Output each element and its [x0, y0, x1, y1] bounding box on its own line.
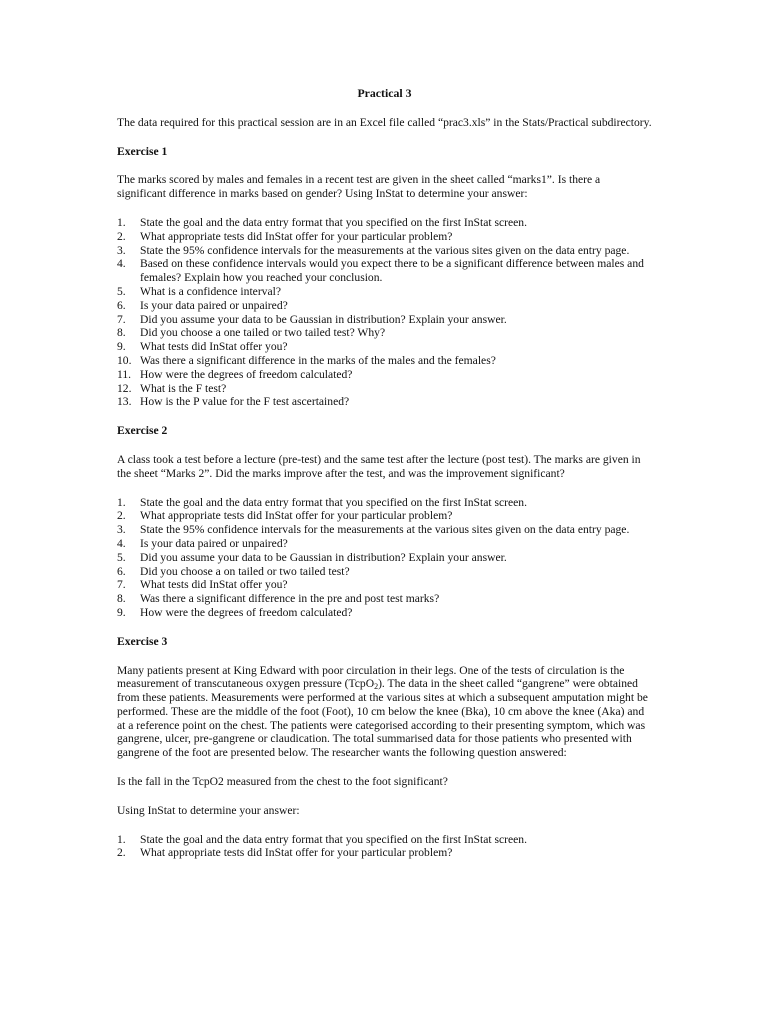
- exercise-2-text: A class took a test before a lecture (pre-test) and the same test after the lecture (post test). The marks are given in the sheet “Marks 2”. Did the marks improve after the test, and was the improvement significant?: [117, 452, 641, 480]
- exercise-2-questions: [117, 496, 652, 620]
- list-item: 10. Was there a significant difference in the marks of the males and the females?: [117, 353, 496, 367]
- list-item: 1. State the goal and the data entry format that you specified on the first InStat screen.: [117, 495, 527, 509]
- exercise-1-heading: Exercise 1: [117, 144, 168, 158]
- list-item: 6. Is your data paired or unpaired?: [117, 298, 288, 312]
- exercise-1-questions: [117, 216, 652, 409]
- list-item: 9. How were the degrees of freedom calculated?: [117, 605, 353, 619]
- list-item: 6. Did you choose a on tailed or two tailed test?: [117, 564, 350, 578]
- list-item: 4. Based on these confidence intervals would you expect there to be a significant difference between males and females? Explain how you reached your conclusion.: [117, 257, 644, 285]
- list-item: 8. Was there a significant difference in the pre and post test marks?: [117, 592, 440, 606]
- list-item: 5. What is a confidence interval?: [117, 284, 281, 298]
- list-item: 11. How were the degrees of freedom calculated?: [117, 367, 353, 381]
- exercise-3-question: Is the fall in the TcpO2 measured from the chest to the foot significant?: [117, 775, 448, 789]
- document-page: [117, 87, 652, 875]
- page-title: Practical 3: [357, 86, 412, 100]
- exercise-3-text: Many patients present at King Edward with poor circulation in their legs. One of the tests of circulation is the measurement of transcutaneous oxygen pressure (TcpO$_2$). The data in the sheet called “gangrene” were obtained from these patients. Measurements were performed at the various sites at which a subsequent amputation might be performed. These are the middle of the foot (Foot), 10 cm below the knee (Bka), 10 cm above the knee (Aka) and at a reference point on the chest. The patients were categorised according to their presenting symptom, which was gangrene, ulcer, pre-gangrene or claudication. The total summarised data for those patients who presented with gangrene of the foot are presented below. The researcher wants the following question answered:: [117, 663, 648, 760]
- list-item: 4. Is your data paired or unpaired?: [117, 536, 288, 550]
- list-item: 1. State the goal and the data entry format that you specified on the first InStat screen.: [117, 215, 527, 229]
- list-item: 7. Did you assume your data to be Gaussian in distribution? Explain your answer.: [117, 312, 507, 326]
- list-item: 1. State the goal and the data entry format that you specified on the first InStat screen.: [117, 832, 527, 846]
- list-item: 9. What tests did InStat offer you?: [117, 340, 288, 354]
- exercise-1-text: The marks scored by males and females in a recent test are given in the sheet called “marks1”. Is there a significant difference in marks based on gender? Using InStat to determine your answer:: [117, 173, 601, 201]
- list-item: 5. Did you assume your data to be Gaussian in distribution? Explain your answer.: [117, 550, 507, 564]
- list-item: 13. How is the P value for the F test ascertained?: [117, 395, 350, 409]
- list-item: 2. What appropriate tests did InStat offer for your particular problem?: [117, 229, 453, 243]
- list-item: 2. What appropriate tests did InStat offer for your particular problem?: [117, 846, 453, 860]
- list-item: 12. What is the F test?: [117, 381, 227, 395]
- exercise-3-questions: [117, 833, 652, 861]
- list-item: 3. State the 95% confidence intervals for the measurements at the various sites given on the data entry page.: [117, 523, 630, 537]
- list-item: 8. Did you choose a one tailed or two tailed test? Why?: [117, 326, 386, 340]
- exercise-3-heading: Exercise 3: [117, 634, 168, 648]
- list-item: 2. What appropriate tests did InStat offer for your particular problem?: [117, 509, 453, 523]
- list-item: 3. State the 95% confidence intervals for the measurements at the various sites given on the data entry page.: [117, 243, 630, 257]
- intro-paragraph: The data required for this practical session are in an Excel file called “prac3.xls” in the Stats/Practical subdirectory.: [117, 115, 652, 129]
- list-item: 7. What tests did InStat offer you?: [117, 578, 288, 592]
- exercise-3-instruction: Using InStat to determine your answer:: [117, 803, 300, 817]
- exercise-2-heading: Exercise 2: [117, 424, 168, 438]
